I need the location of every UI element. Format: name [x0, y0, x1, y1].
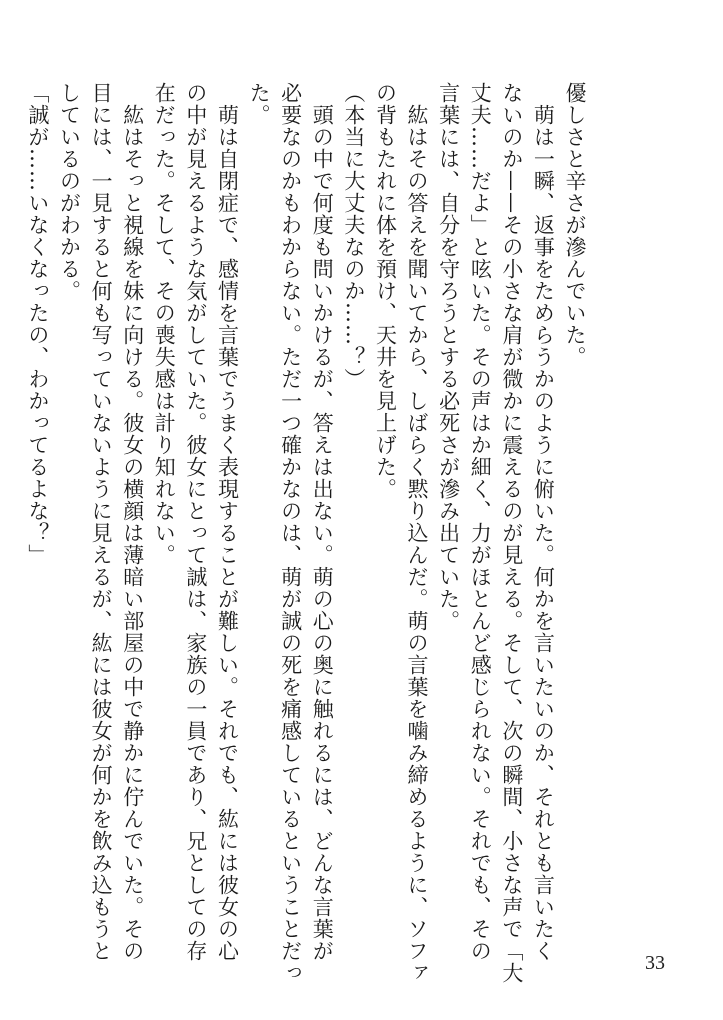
text-line: 「誠が……いなくなったの、わかってるよな？」: [25, 82, 50, 566]
text-line: の背もたれに体を預け、天井を見上げた。: [373, 82, 398, 500]
text-line: 言葉には、自分を守ろうとする必死さが滲み出ていた。: [436, 82, 461, 632]
text-line: 紘はそっと視線を妹に向ける。彼女の横顔は薄暗い部屋の中で静かに佇んでいた。その: [120, 82, 145, 962]
page-number: 33: [645, 952, 665, 974]
text-line: の中が見えるような気がしていた。彼女にとって誠は、家族の一員であり、兄としての存: [183, 82, 208, 962]
text-line: 紘はその答えを聞いてから、しばらく黙り込んだ。萌の言葉を噛み締めるように、ソファ: [405, 82, 430, 984]
text-line: 在だった。そして、その喪失感は計り知れない。: [152, 82, 177, 566]
text-line: しているのがわかる。: [57, 82, 82, 302]
text-line: 丈夫……だよ」と呟いた。その声はか細く、力がほとんど感じられない。それでも、その: [468, 82, 493, 962]
text-line: 必要なのかもわからない。ただ一つ確かなのは、萌が誠の死を痛感しているということだっ: [278, 82, 303, 984]
text-line: 優しさと辛さが滲んでいた。: [563, 82, 587, 368]
body-text: [25, 82, 590, 984]
text-line: ないのか——その小さな肩が微かに震えるのが見える。そして、次の瞬間、小さな声で「大: [499, 82, 524, 984]
text-line: 頭の中で何度も問いかけるが、答えは出ない。萌の心の奥に触れるには、どんな言葉が: [310, 82, 335, 962]
text-line: 目には、一見すると何も写っていないように見えるが、紘には彼女が何かを飲み込もうと: [89, 82, 114, 962]
text-line: （本当に大丈夫なのか……？）: [341, 82, 366, 390]
text-line: 萌は自閉症で、感情を言葉でうまく表現することが難しい。それでも、紘には彼女の心: [215, 82, 240, 962]
text-line: た。: [247, 82, 272, 126]
text-line: 萌は一瞬、返事をためらうかのように俯いた。何かを言いたいのか、それとも言いたく: [531, 82, 556, 962]
